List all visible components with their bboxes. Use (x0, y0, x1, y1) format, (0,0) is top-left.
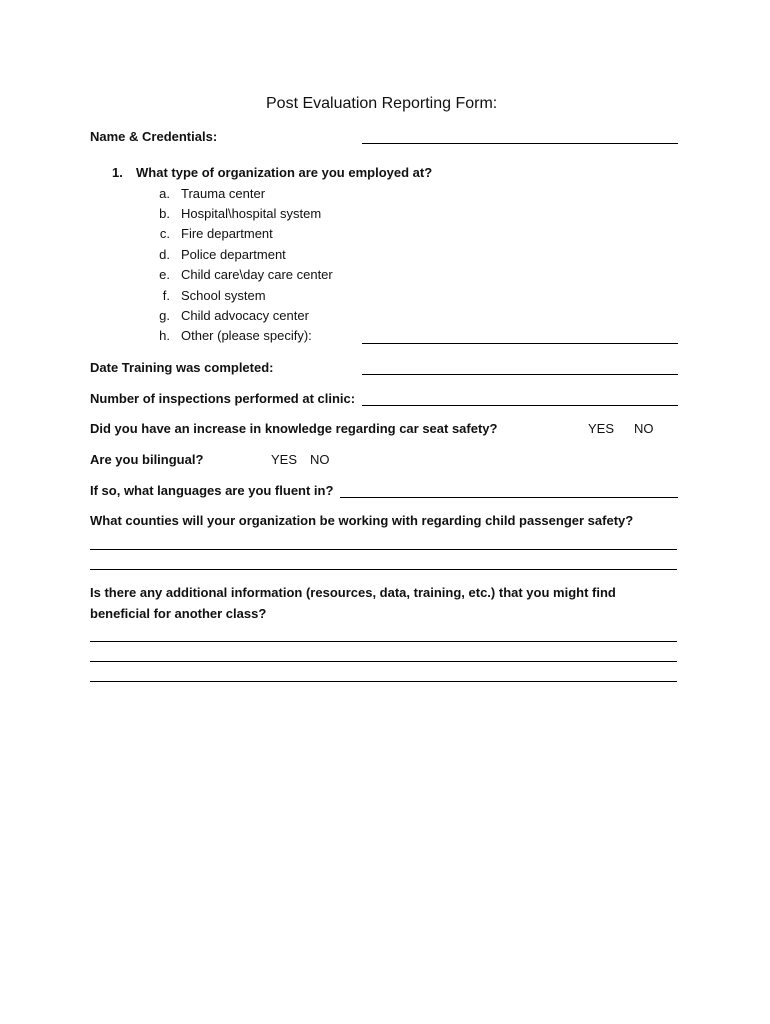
page-title: Post Evaluation Reporting Form: (266, 95, 498, 112)
additional-info-question-cont: beneficial for another class? (90, 606, 267, 621)
inspections-label: Number of inspections performed at clinic: (90, 391, 356, 406)
counties-answer-line[interactable] (90, 569, 677, 570)
option-fire-department[interactable]: Fire department (181, 226, 273, 241)
date-training-field[interactable] (362, 374, 678, 375)
option-marker: a. (159, 186, 170, 201)
knowledge-question: Did you have an increase in knowledge regarding car seat safety? (90, 421, 498, 436)
languages-label: If so, what languages are you fluent in? (90, 483, 334, 498)
bilingual-no-option[interactable]: NO (310, 452, 330, 467)
option-marker: h. (159, 328, 170, 343)
date-training-label: Date Training was completed: (90, 360, 274, 375)
additional-info-question: Is there any additional information (resources, data, training, etc.) that you might find (90, 585, 616, 600)
option-marker: e. (159, 267, 170, 282)
bilingual-yes-option[interactable]: YES (271, 452, 298, 467)
option-marker: d. (159, 247, 170, 262)
other-specify-field[interactable] (362, 343, 678, 344)
option-marker: g. (159, 308, 170, 323)
option-other[interactable]: Other (please specify): (181, 328, 312, 343)
option-marker: c. (159, 226, 170, 241)
option-police-department[interactable]: Police department (181, 247, 286, 262)
name-credentials-label: Name & Credentials: (90, 129, 218, 144)
additional-answer-line[interactable] (90, 661, 677, 662)
option-hospital-system[interactable]: Hospital\hospital system (181, 206, 322, 221)
additional-answer-line[interactable] (90, 641, 677, 642)
option-child-advocacy-center[interactable]: Child advocacy center (181, 308, 309, 323)
additional-answer-line[interactable] (90, 681, 677, 682)
bilingual-question: Are you bilingual? (90, 452, 204, 467)
knowledge-no-option[interactable]: NO (634, 421, 654, 436)
counties-question: What counties will your organization be working with regarding child passenger safety? (90, 513, 634, 528)
question-1-number: 1. (112, 165, 123, 180)
inspections-field[interactable] (362, 405, 678, 406)
counties-answer-line[interactable] (90, 549, 677, 550)
option-school-system[interactable]: School system (181, 288, 266, 303)
languages-field[interactable] (340, 497, 678, 498)
option-child-day-care-center[interactable]: Child care\day care center (181, 267, 333, 282)
question-1-text: What type of organization are you employed at? (136, 165, 433, 180)
name-credentials-field[interactable] (362, 143, 678, 144)
knowledge-yes-option[interactable]: YES (588, 421, 615, 436)
option-marker: f. (162, 288, 170, 303)
option-marker: b. (159, 206, 170, 221)
option-trauma-center[interactable]: Trauma center (181, 186, 266, 201)
